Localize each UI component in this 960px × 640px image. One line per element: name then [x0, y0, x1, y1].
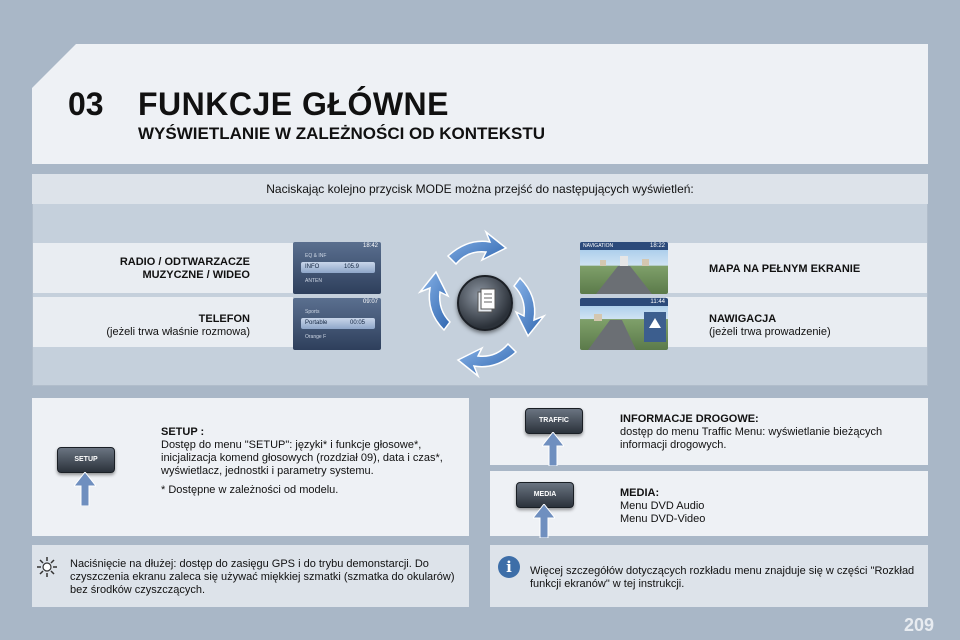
telefon-screen-time: 09:07	[362, 299, 378, 305]
press-note-text: Naciśnięcie na dłużej: dostęp do zasięgu GPS i do trybu demonstarcji. Do czyszczenia ekranu zaleca się używać miękkiej szmatki (szmatka do okularów) bez środków czyszczących.	[70, 558, 455, 596]
media-press-arrow-icon	[533, 504, 555, 538]
setup-desc: Dostęp do menu "SETUP": języki* i funkcje głosowe*, inicjalizacja komend głosowych (rozdział 09), data i czas*, wyświetlacz, jednostki i parametry systemu.	[161, 439, 443, 477]
setup-title: SETUP :	[161, 426, 205, 438]
radio-label-line2: MUZYCZNE / WIDEO	[142, 269, 250, 281]
mapa-screen-time: 18:22	[649, 243, 665, 249]
media-line1: Menu DVD Audio	[620, 500, 705, 512]
traffic-desc: dostęp do menu Traffic Menu: wyświetlanie bieżących informacji drogowych.	[620, 426, 883, 451]
radio-screen	[293, 242, 381, 294]
setup-button[interactable]: SETUP	[57, 447, 115, 473]
nawigacja-desc: (jeżeli trwa prowadzenie)	[709, 326, 831, 338]
telefon-screen-row3: Orange F	[305, 334, 327, 340]
media-button[interactable]: MEDIA	[516, 482, 574, 508]
mapa-screen-road	[580, 242, 668, 294]
chapter-number: 03	[68, 86, 104, 122]
page-number: 209	[903, 615, 934, 635]
mode-button[interactable]	[457, 275, 513, 331]
nawigacja-screen-road	[580, 298, 668, 350]
radio-screen-row3: ANTEN	[305, 278, 322, 284]
traffic-text	[620, 413, 900, 452]
info-icon: i	[498, 556, 520, 578]
setup-footnote: * Dostępne w zależności od modelu.	[161, 484, 339, 496]
radio-screen-row1: EQ & INF	[305, 253, 327, 259]
radio-screen-time: 18:42	[362, 243, 378, 249]
mode-doc-icon	[459, 277, 511, 329]
telefon-screen-row2-value: 00:05	[349, 320, 365, 326]
nawigacja-title: NAWIGACJA	[709, 313, 777, 325]
mapa-screen	[580, 242, 668, 294]
traffic-title: INFORMACJE DROGOWE:	[620, 413, 759, 425]
telefon-screen-highlight	[301, 318, 375, 329]
telefon-label	[40, 313, 250, 339]
page-title: FUNKCJE GŁÓWNE	[138, 86, 449, 122]
mapa-title: MAPA NA PEŁNYM EKRANIE	[709, 263, 861, 275]
nawigacja-label	[709, 313, 831, 339]
telefon-screen	[293, 298, 381, 350]
radio-label	[60, 256, 250, 282]
telefon-desc: (jeżeli trwa właśnie rozmowa)	[106, 326, 250, 338]
traffic-press-arrow-icon	[542, 432, 564, 466]
radio-label-line1: RADIO / ODTWARZACZE	[119, 256, 250, 268]
radio-screen-row2-value: 105.9	[343, 264, 359, 270]
radio-screen-highlight	[301, 262, 375, 273]
media-text	[620, 487, 900, 526]
nawigacja-screen	[580, 298, 668, 350]
intro-text: Naciskając kolejno przycisk MODE można przejść do następujących wyświetleń:	[32, 174, 928, 204]
telefon-screen-row2: Portable	[305, 320, 328, 326]
setup-text	[161, 426, 461, 497]
nawigacja-screen-time: 11:44	[650, 299, 665, 305]
sun-icon	[36, 556, 58, 578]
telefon-screen-row1: Sports	[305, 309, 320, 315]
mapa-screen-top: NAVIGATION	[583, 243, 614, 249]
setup-press-arrow-icon	[74, 472, 96, 506]
radio-screen-row2: INFO	[305, 264, 320, 270]
media-line2: Menu DVD-Video	[620, 513, 706, 525]
mapa-label	[709, 263, 860, 276]
media-title: MEDIA:	[620, 487, 660, 499]
info-note-text: Więcej szczegółów dotyczących rozkładu menu znajduje się w części "Rozkład funkcji ekranów" w tej instrukcji.	[530, 565, 915, 590]
telefon-title: TELEFON	[198, 313, 250, 325]
page-subtitle: WYŚWIETLANIE W ZALEŻNOŚCI OD KONTEKSTU	[138, 124, 546, 143]
traffic-button[interactable]: TRAFFIC	[525, 408, 583, 434]
